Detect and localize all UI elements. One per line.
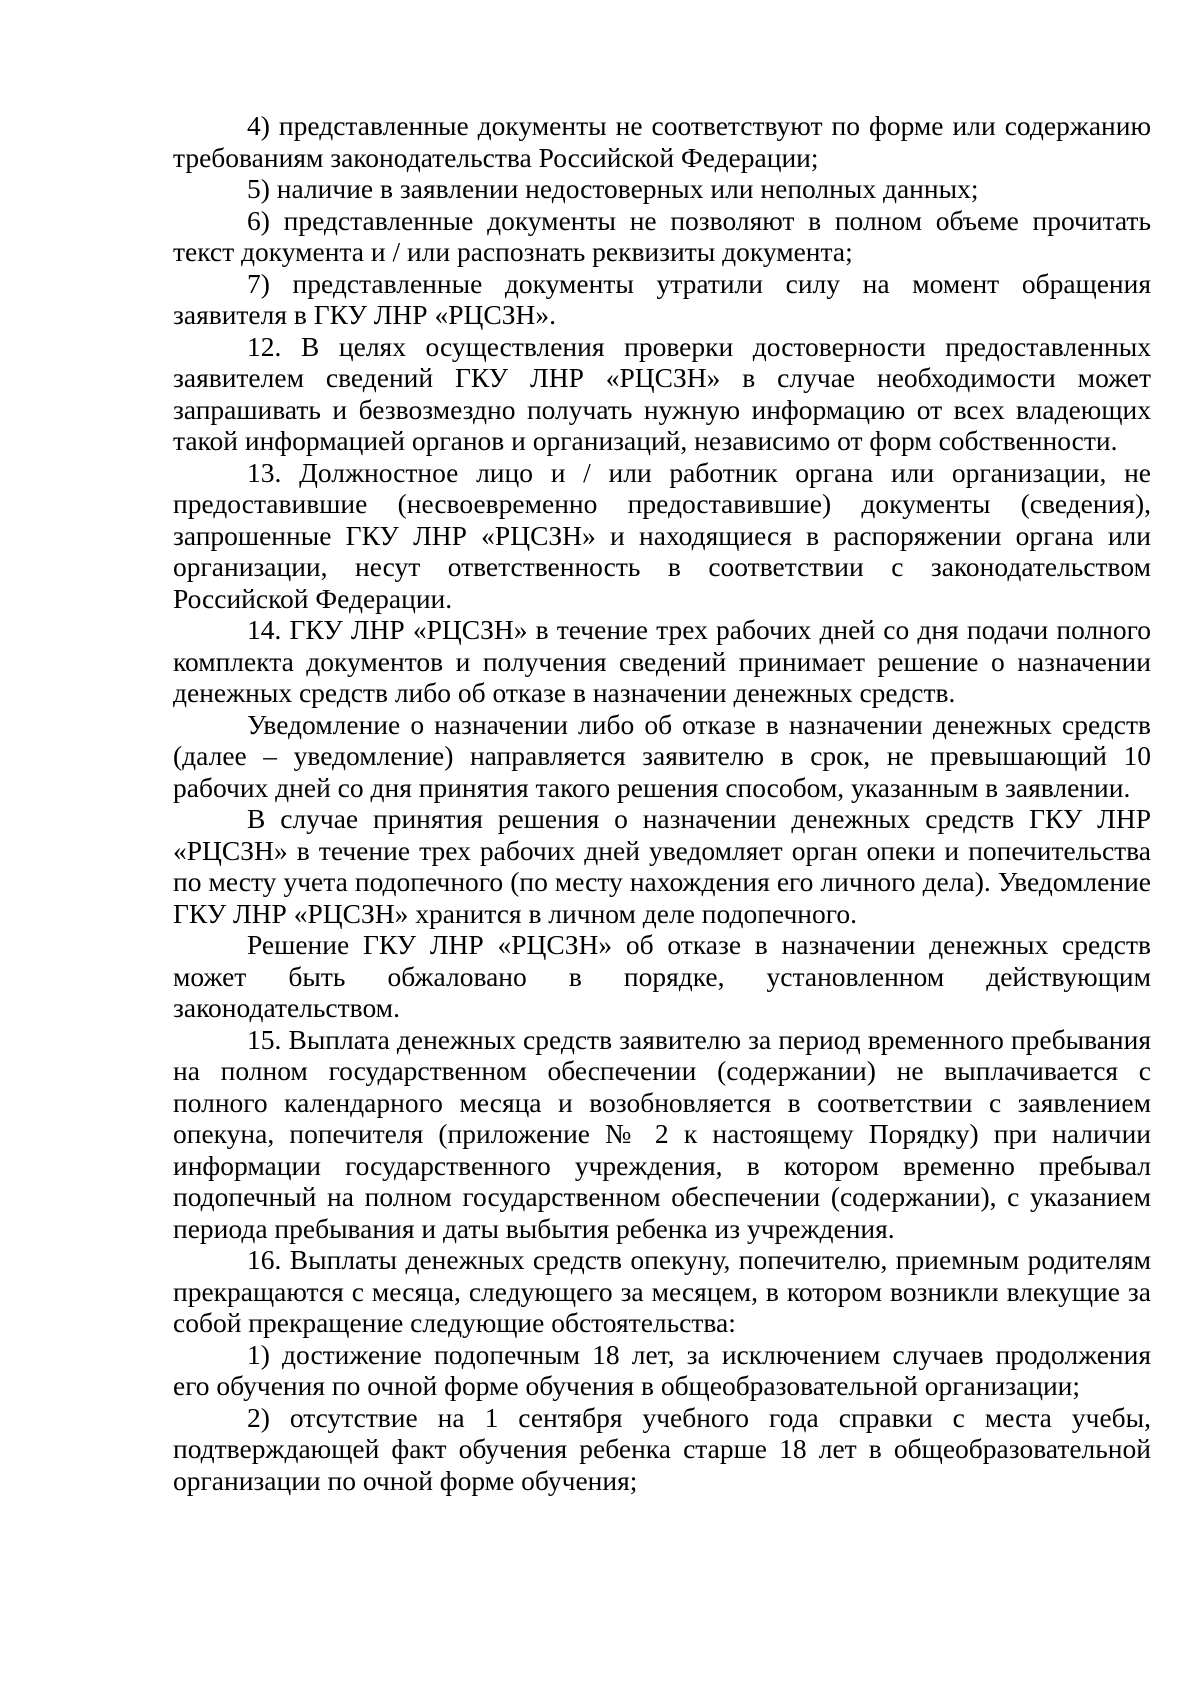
paragraph-item-5: 5) наличие в заявлении недостоверных или неполных данных; — [247, 173, 979, 204]
paragraph-subitem-1: 1) достижение подопечным 18 лет, за исключением случаев продолжения его обучения по очной форме обучения в общеобразовательной организации; — [173, 1338, 1151, 1401]
paragraph-guardianship-notice: В случае принятия решения о назначении денежных средств ГКУ ЛНР «РЦСЗН» в течение трех рабочих дней уведомляет орган опеки и попечительства по месту учета подопечного (по месту нахождения его личного дела). Уведомление ГКУ ЛНР «РЦСЗН» хранится в личном деле подопечного. — [173, 803, 1151, 929]
paragraph-subitem-2: 2) отсутствие на 1 сентября учебного года справки с места учебы, подтверждающей факт обучения ребенка старше 18 лет в общеобразовательной организации по очной форме обучения; — [173, 1401, 1151, 1496]
paragraph-clause-14: 14. ГКУ ЛНР «РЦСЗН» в течение трех рабочих дней со дня подачи полного комплекта документов и получения сведений принимает решение о назначении денежных средств либо об отказе в назначении денежных средств. — [173, 614, 1151, 708]
paragraph-clause-16: 16. Выплаты денежных средств опекуну, попечителю, приемным родителям прекращаются с месяца, следующего за месяцем, в котором возникли влекущие за собой прекращение следующие обстоятельства: — [173, 1244, 1151, 1338]
paragraph-clause-13: 13. Должностное лицо и / или работник органа или организации, не предоставившие (несвоевременно предоставившие) документы (сведения), запрошенные ГКУ ЛНР «РЦСЗН» и находящиеся в распоряжении органа или организации, несут ответственность в соответствии с законодательством Российской Федерации. — [173, 456, 1151, 614]
paragraph-item-4: 4) представленные документы не соответствуют по форме или содержанию требованиям законодательства Российской Федерации; — [173, 110, 1151, 173]
document-page — [173, 110, 1151, 1496]
paragraph-item-6: 6) представленные документы не позволяют в полном объеме прочитать текст документа и / или распознать реквизиты документа; — [173, 204, 1151, 267]
paragraph-appeal: Решение ГКУ ЛНР «РЦСЗН» об отказе в назначении денежных средств может быть обжаловано в порядке, установленном действующим законодательством. — [173, 929, 1151, 1023]
paragraph-notification: Уведомление о назначении либо об отказе в назначении денежных средств (далее – уведомление) направляется заявителю в срок, не превышающий 10 рабочих дней со дня принятия такого решения способом, указанным в заявлении. — [173, 708, 1151, 803]
paragraph-item-7: 7) представленные документы утратили силу на момент обращения заявителя в ГКУ ЛНР «РЦСЗН». — [173, 267, 1151, 330]
paragraph-clause-15: 15. Выплата денежных средств заявителю за период временного пребывания на полном государственном обеспечении (содержании) не выплачивается с полного календарного месяца и возобновляется в соответствии с заявлением опекуна, попечителя (приложение № 2 к настоящему Порядку) при наличии информации государственного учреждения, в котором временно пребывал подопечный на полном государственном обеспечении (содержании), с указанием периода пребывания и даты выбытия ребенка из учреждения. — [173, 1023, 1151, 1244]
paragraph-clause-12: 12. В целях осуществления проверки достоверности предоставленных заявителем сведений ГКУ ЛНР «РЦСЗН» в случае необходимости может запрашивать и безвозмездно получать нужную информацию от всех владеющих такой информацией органов и организаций, независимо от форм собственности. — [173, 330, 1151, 456]
